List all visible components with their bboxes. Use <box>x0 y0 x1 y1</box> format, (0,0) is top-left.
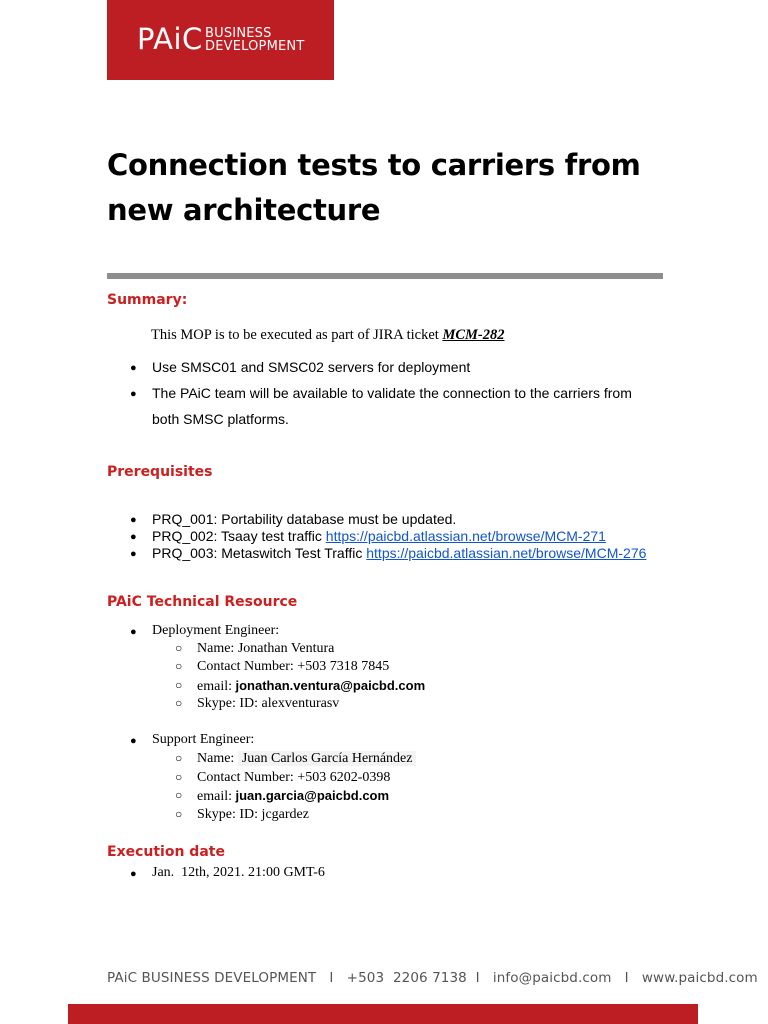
email-value[interactable]: juan.garcia@paicbd.com <box>235 788 390 803</box>
circle-bullet-icon: ○ <box>175 696 183 710</box>
deployment-engineer-label: Deployment Engineer: <box>152 623 280 638</box>
title-divider <box>107 273 663 279</box>
summary-intro-text: This MOP is to be executed as part of JIRA ticket <box>151 327 443 343</box>
circle-bullet-icon: ○ <box>175 807 183 821</box>
logo-mark: PAiC <box>137 22 203 56</box>
execution-date-value: Jan. 12th, 2021. 21:00 GMT-6 <box>152 865 325 880</box>
summary-bullet-1: Use SMSC01 and SMSC02 servers for deployment <box>152 359 471 375</box>
summary-bullet-2-continued: both SMSC platforms. <box>152 411 289 427</box>
circle-bullet-icon: ○ <box>175 659 183 673</box>
logo-line-2: DEVELOPMENT <box>205 39 305 54</box>
bullet-icon: ● <box>130 626 137 638</box>
circle-bullet-icon: ○ <box>175 770 183 784</box>
deployment-engineer-skype: Skype: ID: alexventurasv <box>197 696 340 711</box>
support-engineer-skype: Skype: ID: jcgardez <box>197 807 309 822</box>
footer-bar <box>68 1004 698 1024</box>
logo-line-1: BUSINESS <box>205 26 272 41</box>
name-value: Juan Carlos García Hernández <box>238 751 417 766</box>
email-value[interactable]: jonathan.ventura@paicbd.com <box>235 678 426 693</box>
prerequisite-item <box>152 511 456 527</box>
circle-bullet-icon: ○ <box>175 751 183 765</box>
support-engineer-email <box>197 788 389 805</box>
prerequisite-text: PRQ_001: Portability database must be updated. <box>152 511 457 527</box>
footer-contact-line: PAiC BUSINESS DEVELOPMENT I +503 2206 7138 I info@paicbd.com I www.paicbd.com <box>107 970 758 986</box>
email-label: email: <box>197 679 236 694</box>
name-label: Name: <box>197 641 238 656</box>
jira-ticket[interactable]: MCM-282 <box>442 327 505 343</box>
prerequisite-text: PRQ_002: Tsaay test traffic <box>152 528 326 544</box>
summary-heading: Summary: <box>107 292 188 308</box>
summary-bullet-2: The PAiC team will be available to validate the connection to the carriers from <box>152 385 632 401</box>
logo-wordmark <box>205 27 304 53</box>
prerequisite-link[interactable]: https://paicbd.atlassian.net/browse/MCM-276 <box>366 545 647 561</box>
prerequisites-heading: Prerequisites <box>107 464 213 480</box>
deployment-engineer-contact: Contact Number: +503 7318 7845 <box>197 659 390 674</box>
bullet-icon: ● <box>130 868 137 880</box>
deployment-engineer-name <box>197 641 334 657</box>
circle-bullet-icon: ○ <box>175 788 183 802</box>
circle-bullet-icon: ○ <box>175 641 183 655</box>
bullet-icon: ● <box>130 548 137 560</box>
name-value: Jonathan Ventura <box>237 641 335 656</box>
deployment-engineer-email <box>197 678 425 695</box>
technical-resource-heading: PAiC Technical Resource <box>107 594 298 610</box>
bullet-icon: ● <box>130 531 137 543</box>
execution-date-heading: Execution date <box>107 844 225 860</box>
email-label: email: <box>197 789 236 804</box>
document-title: Connection tests to carriers from new architecture <box>107 148 641 227</box>
prerequisite-item <box>152 545 646 561</box>
company-logo <box>107 0 334 80</box>
bullet-icon: ● <box>130 362 137 374</box>
bullet-icon: ● <box>130 388 137 400</box>
support-engineer-name <box>197 751 416 767</box>
bullet-icon: ● <box>130 514 137 526</box>
bullet-icon: ● <box>130 735 137 747</box>
circle-bullet-icon: ○ <box>175 678 183 692</box>
prerequisite-item <box>152 528 606 544</box>
support-engineer-contact: Contact Number: +503 6202-0398 <box>197 770 391 785</box>
prerequisite-text: PRQ_003: Metaswitch Test Traffic <box>152 545 367 561</box>
summary-intro <box>151 327 504 344</box>
prerequisite-link[interactable]: https://paicbd.atlassian.net/browse/MCM-271 <box>325 528 606 544</box>
support-engineer-label: Support Engineer: <box>152 732 255 747</box>
name-label: Name: <box>197 751 238 766</box>
